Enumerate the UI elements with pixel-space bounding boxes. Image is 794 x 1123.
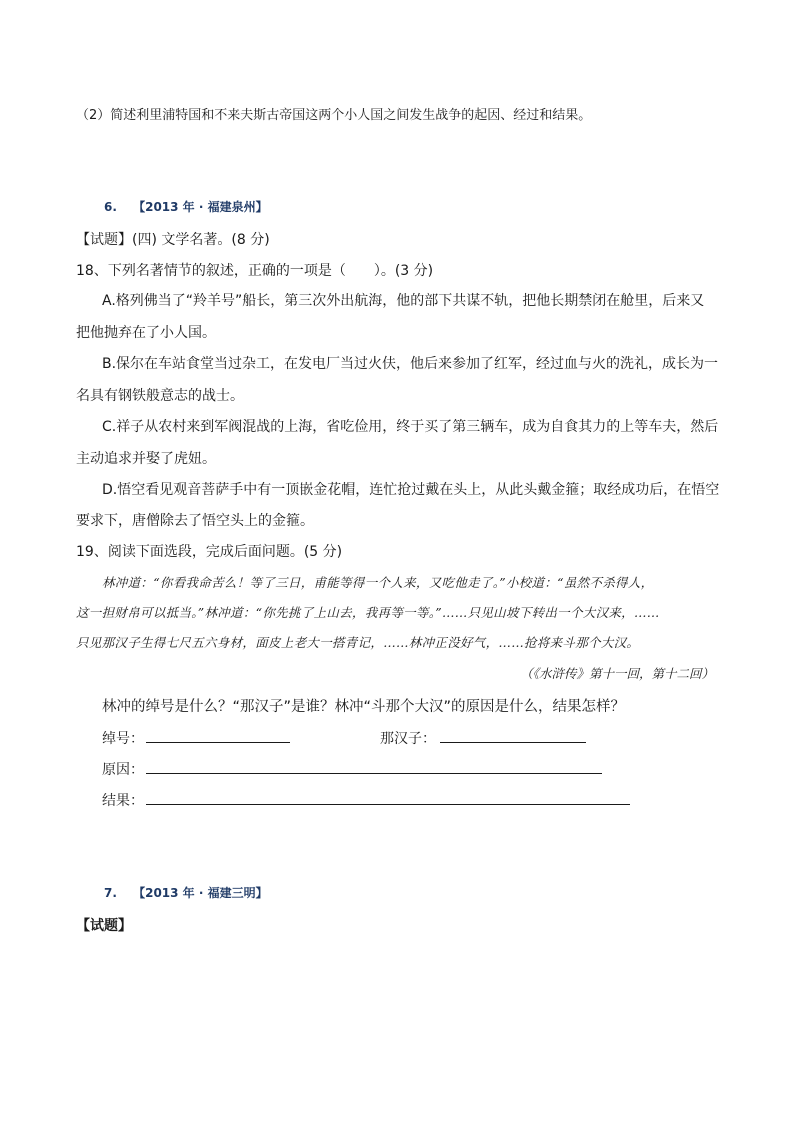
section7-number: 7. xyxy=(104,886,117,900)
option-b-line2: 名具有钢铁般意志的战士。 xyxy=(76,388,244,404)
option-d-line2: 要求下，唐僧除去了悟空头上的金箍。 xyxy=(76,513,314,529)
option-a-line2: 把他抛弃在了小人国。 xyxy=(76,325,216,341)
follow-up-question: 林冲的绰号是什么？“那汉子”是谁？林冲“斗那个大汉”的原因是什么，结果怎样？ xyxy=(102,699,626,715)
q18-stem: 18、下列名著情节的叙述，正确的一项是（ ）。(3 分) xyxy=(76,263,434,279)
quote-line-1: 林冲道：“你看我命苦么！等了三日，甫能等得一个人来，又吃他走了。”小校道：“虽然不杀得人， xyxy=(102,575,654,590)
q19-stem: 19、阅读下面选段，完成后面问题。(5 分) xyxy=(76,544,343,560)
nickname-label: 绰号： xyxy=(102,731,144,747)
section7-source: 【2013 年 · 福建三明】 xyxy=(133,886,268,900)
section6-number: 6. xyxy=(104,200,117,214)
option-c-line2: 主动追求并娶了虎妞。 xyxy=(76,451,216,467)
result-label: 结果： xyxy=(102,793,144,809)
option-c-line1: C.祥子从农村来到军阀混战的上海，省吃俭用，终于买了第三辆车，成为自食其力的上等车夫，然后 xyxy=(102,419,719,435)
quote-line-3: 只见那汉子生得七尺五六身材，面皮上老大一搭青记，……林冲正没好气，……抢将来斗那个大汉。 xyxy=(76,635,640,650)
section6-source: 【2013 年 · 福建泉州】 xyxy=(133,200,268,214)
quote-line-2: 这一担财帛可以抵当。”林冲道：“你先挑了上山去，我再等一等。”……只见山坡下转出一个大汉来，…… xyxy=(76,605,660,620)
intro-question: （2）简述利里浦特国和不来夫斯古帝国这两个小人国之间发生战争的起因、经过和结果。 xyxy=(76,108,592,123)
section7-title: 【试题】 xyxy=(76,918,132,934)
reason-answer-line[interactable] xyxy=(146,773,602,774)
option-a-line1: A.格列佛当了“羚羊号”船长，第三次外出航海，他的部下共谋不轨，把他长期禁闭在舱里，后来又 xyxy=(102,293,705,309)
quote-source: （《水浒传》第十一回，第十二回） xyxy=(520,666,714,681)
that-man-answer-line[interactable] xyxy=(440,742,586,743)
that-man-label: 那汉子： xyxy=(380,731,436,747)
option-d-line1: D.悟空看见观音菩萨手中有一顶嵌金花帽，连忙抢过戴在头上，从此头戴金箍；取经成功后，在悟空 xyxy=(102,482,720,498)
nickname-answer-line[interactable] xyxy=(146,742,290,743)
option-b-line1: B.保尔在车站食堂当过杂工，在发电厂当过火伕，他后来参加了红军，经过血与火的洗礼，成长为一 xyxy=(102,356,719,372)
section7-header xyxy=(104,884,268,901)
section6-title: 【试题】(四) 文学名著。(8 分) xyxy=(76,232,270,248)
result-answer-line[interactable] xyxy=(146,804,630,805)
reason-label: 原因： xyxy=(102,762,144,778)
section6-header xyxy=(104,198,268,215)
